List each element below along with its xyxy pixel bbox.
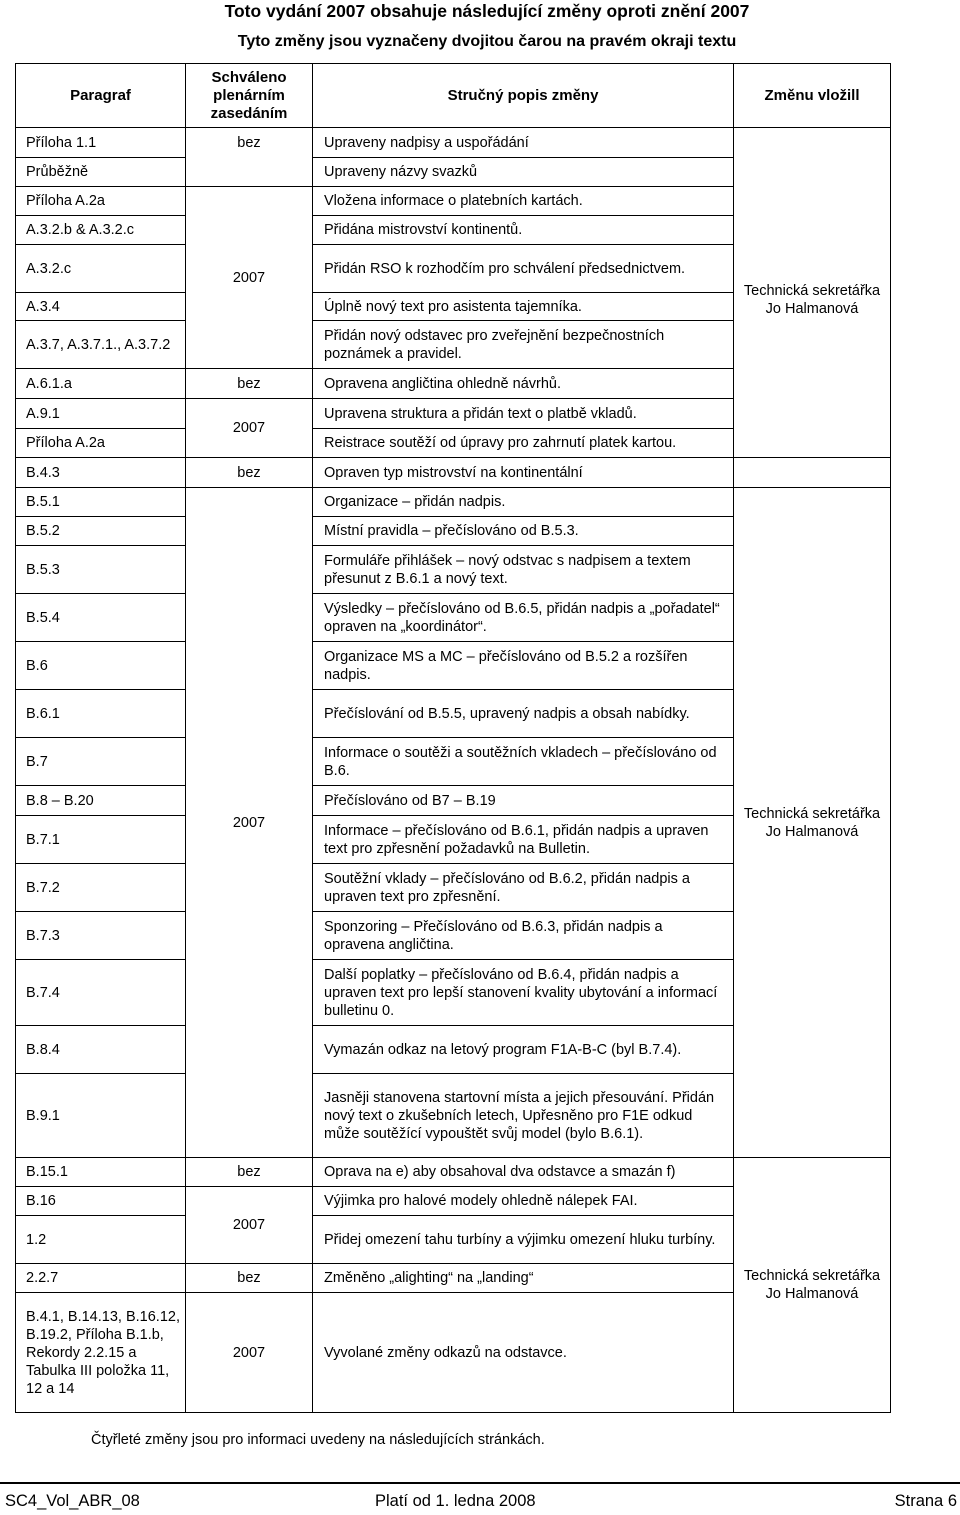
row-popis: Soutěžní vklady – přečíslováno od B.6.2, přidán nadpis a upraven text pro zpřesnění. [313,864,734,912]
document-subtitle: Tyto změny jsou vyznačeny dvojitou čarou na pravém okraji textu [237,33,737,50]
row-popis: Upraveny názvy svazků [313,158,734,187]
footer-document-id: SC4_Vol_ABR_08 [5,1492,140,1510]
row-paragraf: 2.2.7 [16,1264,186,1293]
row-schvaleno: bez [186,1264,313,1293]
row-paragraf: B.15.1 [16,1158,186,1187]
row-popis: Vložena informace o platebních kartách. [313,187,734,216]
row-paragraf: B.7.4 [16,960,186,1026]
document-title: Toto vydání 2007 obsahuje následující změny oproti znění 2007 [224,1,750,21]
header-schvaleno: Schváleno plenárním zasedáním [186,64,313,128]
empty-cell [734,458,891,488]
row-popis: Změněno „alighting“ na „landing“ [313,1264,734,1293]
row-vlozil: Technická sekretářka Jo Halmanová [734,1158,891,1413]
row-popis: Přečíslování od B.5.5, upravený nadpis a obsah nabídky. [313,690,734,738]
row-paragraf: B.5.1 [16,488,186,517]
row-paragraf: Příloha 1.1 [16,128,186,158]
table-header-row [16,64,891,128]
header-popis: Stručný popis změny [313,64,734,128]
row-popis: Výjimka pro halové modely ohledně nálepek FAI. [313,1187,734,1216]
row-paragraf: Průběžně [16,158,186,187]
row-popis: Opraven typ mistrovství na kontinentální [313,458,734,488]
row-popis: Vyvolané změny odkazů na odstavce. [313,1293,734,1413]
row-popis: Sponzoring – Přečíslováno od B.6.3, přidán nadpis a opravena angličtina. [313,912,734,960]
row-schvaleno: 2007 [186,1187,313,1264]
row-popis: Přidán nový odstavec pro zveřejnění bezpečnostních poznámek a pravidel. [313,321,734,369]
table-row [16,458,891,488]
row-popis: Přečíslováno od B7 – B.19 [313,786,734,816]
row-schvaleno: 2007 [186,1293,313,1413]
row-paragraf: B.16 [16,1187,186,1216]
row-paragraf: 1.2 [16,1216,186,1264]
row-popis: Výsledky – přečíslováno od B.6.5, přidán nadpis a „pořadatel“ opraven na „koordinátor“. [313,594,734,642]
row-popis: Přidána mistrovství kontinentů. [313,216,734,245]
row-schvaleno: bez [186,458,313,488]
row-paragraf: A.3.7, A.3.7.1., A.3.7.2 [16,321,186,369]
footer-divider [0,1482,960,1484]
footer-validity: Platí od 1. ledna 2008 [375,1492,536,1510]
row-paragraf: B.5.2 [16,517,186,546]
row-popis: Upravena struktura a přidán text o platbě vkladů. [313,399,734,429]
row-paragraf: B.7.2 [16,864,186,912]
header-vlozil: Změnu vložill [734,64,891,128]
row-paragraf: B.5.3 [16,546,186,594]
row-popis: Přidej omezení tahu turbíny a výjimku omezení hluku turbíny. [313,1216,734,1264]
footnote: Čtyřleté změny jsou pro informaci uvedeny na následujících stránkách. [91,1432,545,1448]
row-popis: Informace o soutěži a soutěžních vkladech – přečíslováno od B.6. [313,738,734,786]
row-paragraf: Příloha A.2a [16,187,186,216]
row-schvaleno: bez [186,128,313,187]
row-paragraf: B.6 [16,642,186,690]
row-paragraf: A.3.4 [16,293,186,321]
row-paragraf: B.5.4 [16,594,186,642]
row-popis: Přidán RSO k rozhodčím pro schválení předsednictvem. [313,245,734,293]
header-paragraf: Paragraf [16,64,186,128]
row-schvaleno: 2007 [186,399,313,458]
row-paragraf: B.7.3 [16,912,186,960]
row-paragraf: A.3.2.b & A.3.2.c [16,216,186,245]
row-popis: Vymazán odkaz na letový program F1A-B-C (byl B.7.4). [313,1026,734,1074]
row-schvaleno: bez [186,1158,313,1187]
row-popis: Organizace MS a MC – přečíslováno od B.5.2 a rozšířen nadpis. [313,642,734,690]
row-popis: Formuláře přihlášek – nový odstvac s nadpisem a textem přesunut z B.6.1 a nový text. [313,546,734,594]
row-popis: Oprava na e) aby obsahoval dva odstavce a smazán f) [313,1158,734,1187]
row-popis: Úplně nový text pro asistenta tajemníka. [313,293,734,321]
row-paragraf: B.6.1 [16,690,186,738]
row-paragraf: B.4.1, B.14.13, B.16.12, B.19.2, Příloha B.1.b, Rekordy 2.2.15 a Tabulka III položka 11, 12 a 14 [16,1293,186,1413]
row-paragraf: B.8 – B.20 [16,786,186,816]
row-paragraf: B.7.1 [16,816,186,864]
row-vlozil: Technická sekretářka Jo Halmanová [734,128,891,458]
row-paragraf: Příloha A.2a [16,429,186,458]
table-row [16,488,891,517]
row-paragraf: A.3.2.c [16,245,186,293]
row-vlozil: Technická sekretářka Jo Halmanová [734,488,891,1158]
row-popis: Upraveny nadpisy a uspořádání [313,128,734,158]
footer-page-number: Strana 6 [894,1492,957,1510]
row-popis: Opravena angličtina ohledně návrhů. [313,369,734,399]
row-paragraf: B.4.3 [16,458,186,488]
row-popis: Reistrace soutěží od úpravy pro zahrnutí platek kartou. [313,429,734,458]
row-paragraf: A.6.1.a [16,369,186,399]
table-row [16,1158,891,1187]
row-schvaleno: 2007 [186,488,313,1158]
row-schvaleno: 2007 [186,187,313,369]
row-popis: Organizace – přidán nadpis. [313,488,734,517]
row-popis: Místní pravidla – přečíslováno od B.5.3. [313,517,734,546]
row-paragraf: B.8.4 [16,1026,186,1074]
row-paragraf: A.9.1 [16,399,186,429]
row-paragraf: B.7 [16,738,186,786]
row-popis: Další poplatky – přečíslováno od B.6.4, přidán nadpis a upraven text pro lepší stanovení kvality ubytování a informací bulletinu 0. [313,960,734,1026]
changes-table [15,63,891,1413]
row-popis: Jasněji stanovena startovní místa a jejich přesouvání. Přidán nový text o zkušebních letech, Upřesněno pro F1E odkud může soutěžící vypouštět svůj model (bylo B.6.1). [313,1074,734,1158]
table-row [16,128,891,158]
row-schvaleno: bez [186,369,313,399]
row-popis: Informace – přečíslováno od B.6.1, přidán nadpis a upraven text pro zpřesnění požadavků na Bulletin. [313,816,734,864]
row-paragraf: B.9.1 [16,1074,186,1158]
